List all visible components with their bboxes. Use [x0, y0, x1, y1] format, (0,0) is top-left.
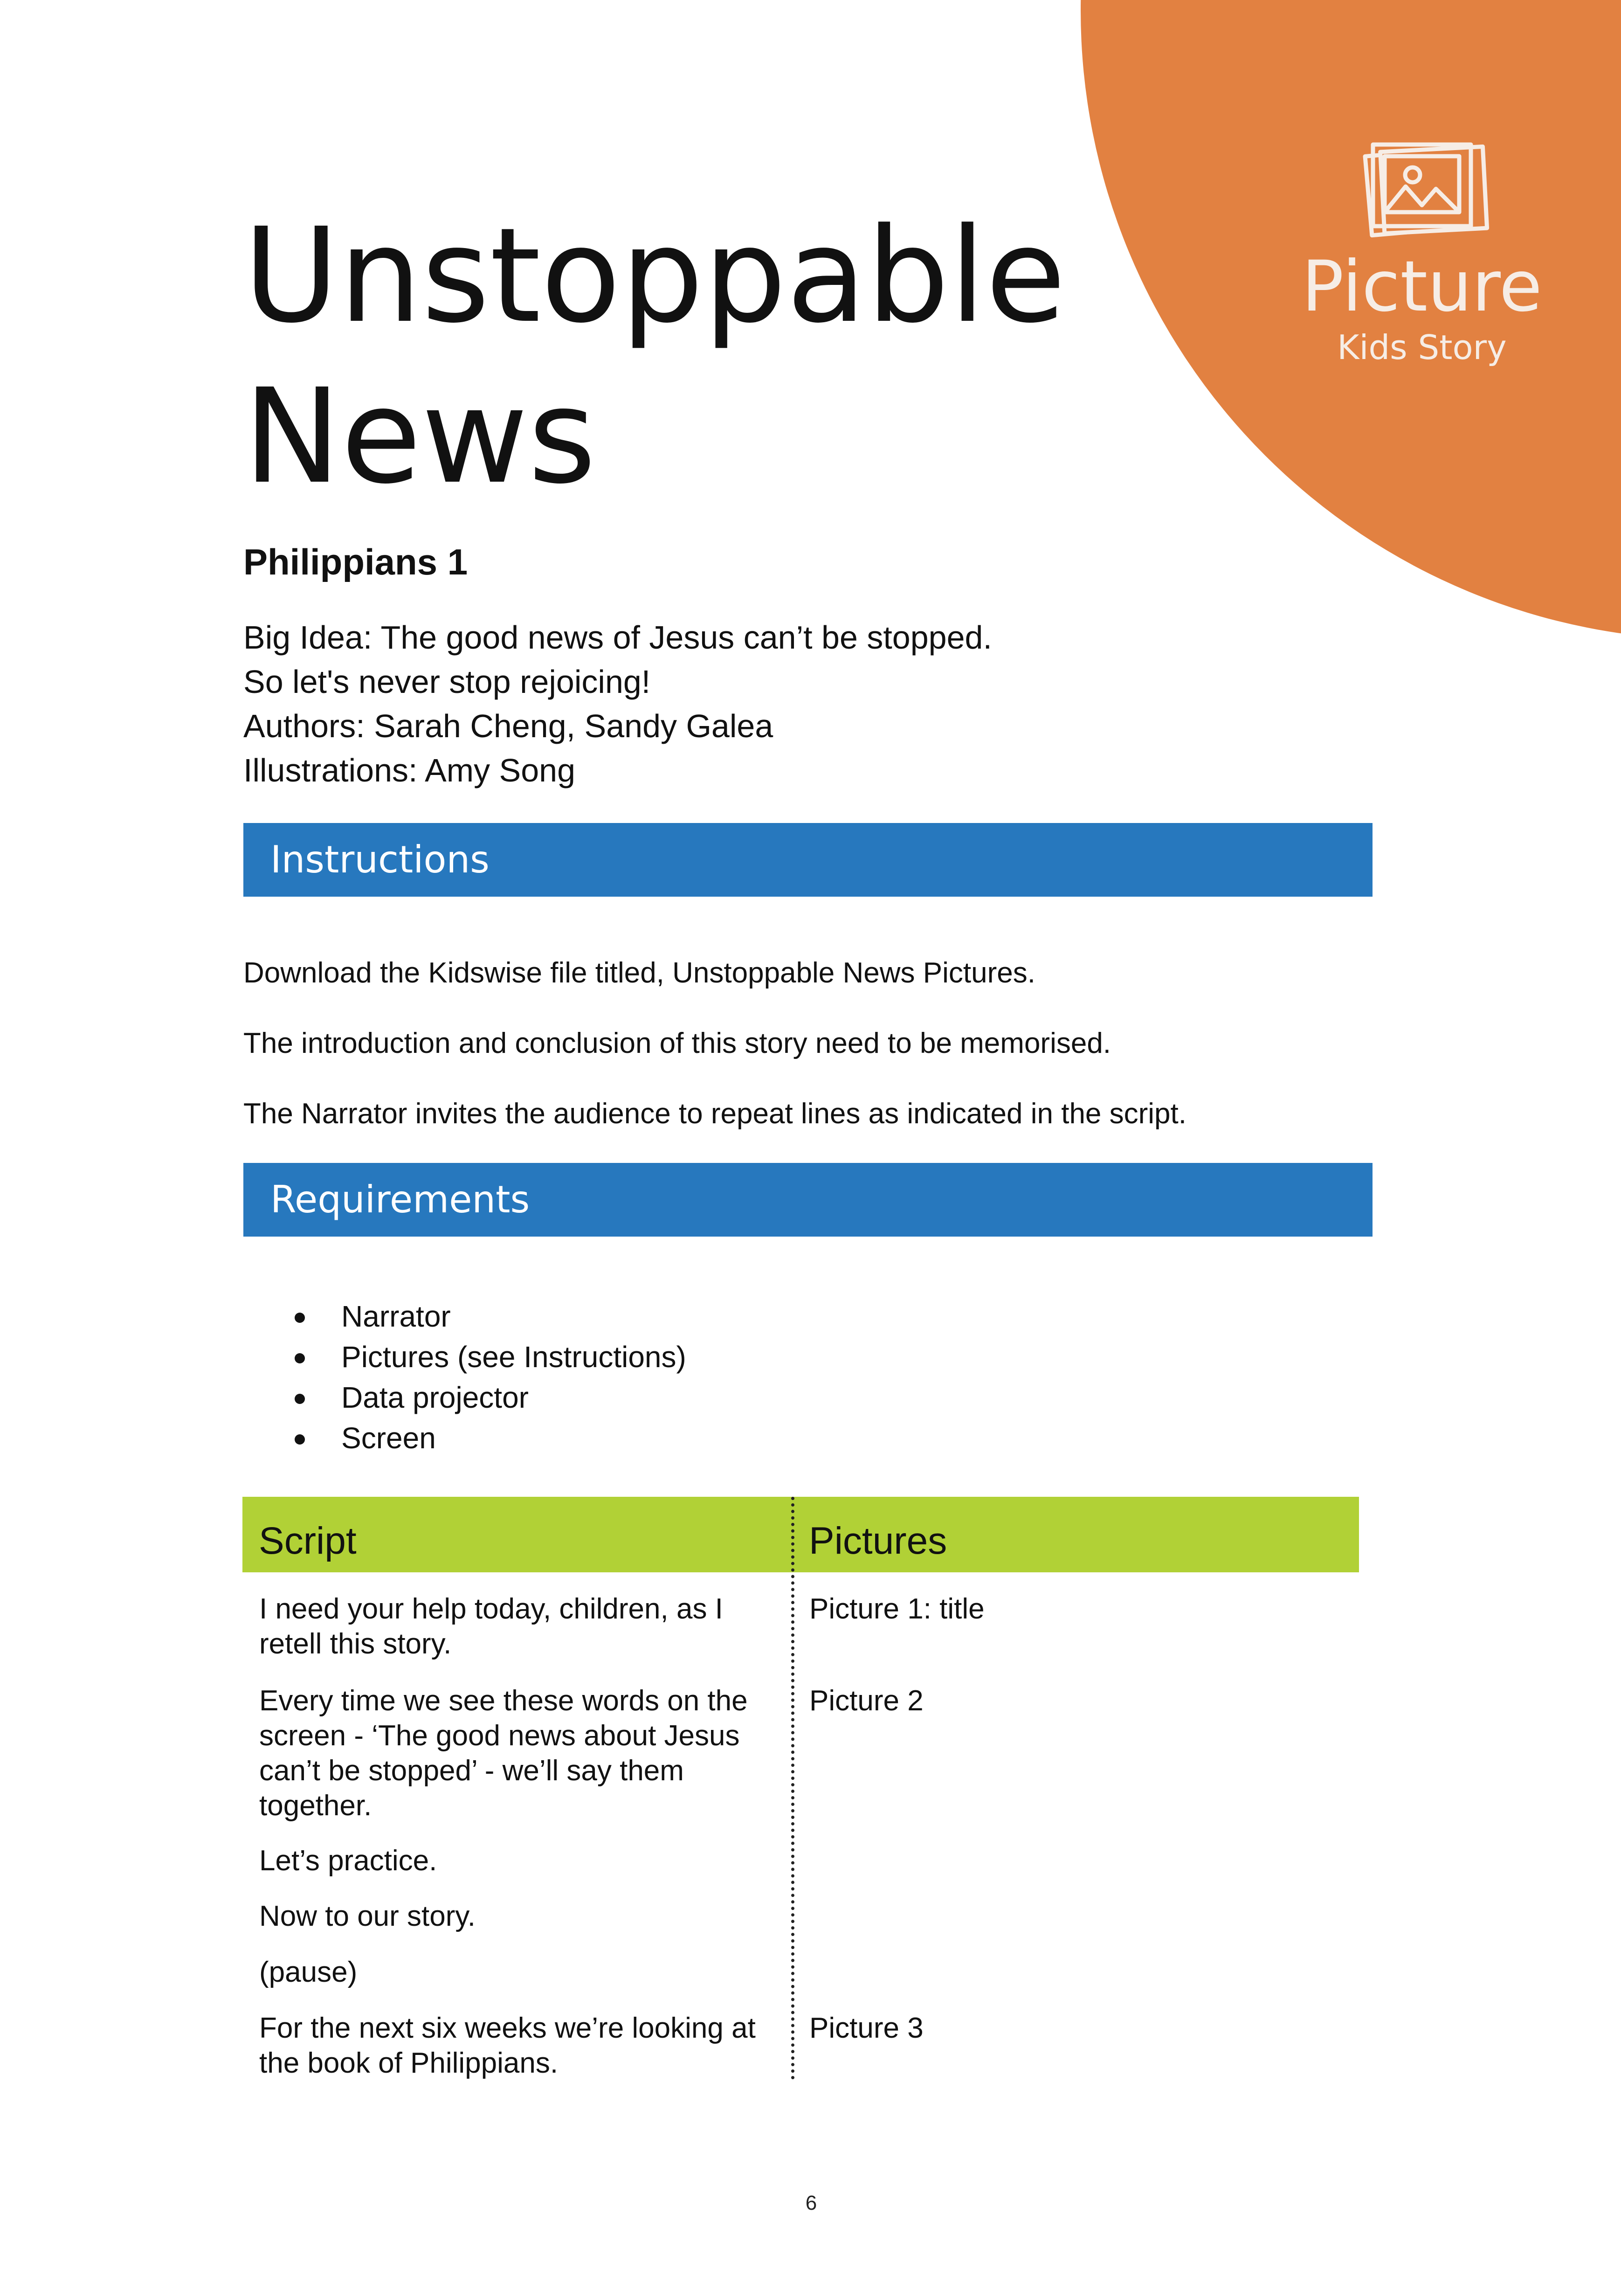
intro-block [243, 615, 992, 793]
title-line-2: News [243, 361, 596, 513]
big-idea: Big Idea: The good news of Jesus can’t be stopped. [243, 619, 992, 656]
list-item: Narrator [243, 1296, 686, 1337]
page-title [243, 196, 1083, 518]
title-line-1: Unstoppable [243, 200, 1066, 352]
table-cell-picture: Picture 3 [809, 2012, 924, 2044]
big-idea-2: So let's never stop rejoicing! [243, 664, 651, 700]
requirements-heading: Requirements [243, 1163, 1373, 1237]
instruction-paragraph: The Narrator invites the audience to repeat lines as indicated in the script. [243, 1098, 1186, 1130]
requirements-list [243, 1296, 686, 1459]
illustrations-credit: Illustrations: Amy Song [243, 752, 575, 788]
instructions-body [243, 955, 1186, 1166]
instruction-paragraph: The introduction and conclusion of this story need to be memorised. [243, 1027, 1111, 1059]
table-cell-script: Every time we see these words on the screen - ‘The good news about Jesus can’t be stopped’ - we’ll say them together. [259, 1685, 748, 1822]
table-cell-script: Now to our story. [259, 1900, 476, 1932]
picture-frame-icon [1354, 135, 1490, 242]
table-cell-script: For the next six weeks we’re looking at the book of Philippians. [259, 2012, 756, 2079]
list-item: Pictures (see Instructions) [243, 1337, 686, 1377]
script-table-header [242, 1497, 1359, 1572]
badge-subtitle: Kids Story [1337, 328, 1507, 367]
badge-title: Picture [1302, 246, 1542, 327]
table-cell-script: I need your help today, children, as I retell this story. [259, 1593, 723, 1660]
header-script: Script [259, 1520, 357, 1562]
table-cell-picture: Picture 2 [809, 1685, 924, 1717]
passage-reference: Philippians 1 [243, 541, 468, 582]
list-item: Data projector [243, 1377, 686, 1418]
table-cell-script: (pause) [259, 1956, 358, 1988]
instruction-paragraph: Download the Kidswise file titled, Unstoppable News Pictures. [243, 957, 1035, 989]
page-number: 6 [805, 2192, 817, 2214]
table-cell-picture: Picture 1: title [809, 1593, 985, 1625]
list-item: Screen [243, 1418, 686, 1459]
table-column-divider [791, 1497, 794, 2080]
authors: Authors: Sarah Cheng, Sandy Galea [243, 708, 773, 744]
table-cell-script: Let’s practice. [259, 1845, 437, 1877]
header-pictures: Pictures [809, 1520, 947, 1562]
instructions-heading: Instructions [243, 823, 1373, 897]
